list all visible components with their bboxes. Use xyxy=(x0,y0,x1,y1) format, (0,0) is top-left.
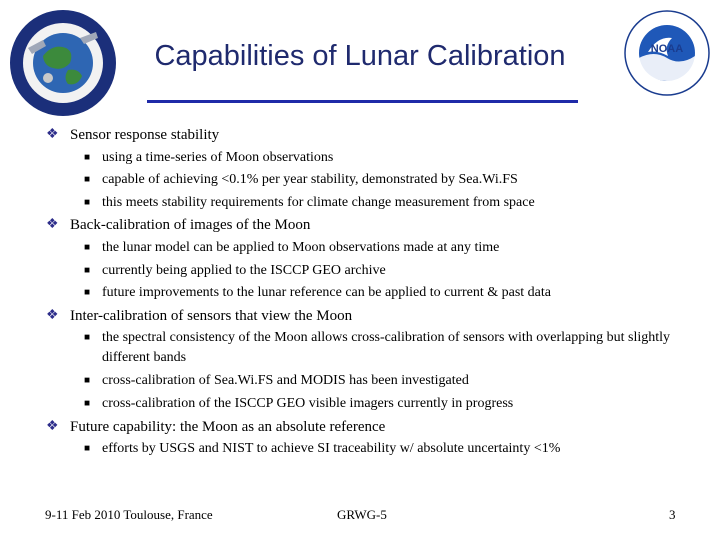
bullet-list xyxy=(46,124,706,461)
sub-bullet-text: cross-calibration of the ISCCP GEO visible imagers currently in progress xyxy=(102,395,514,411)
footer-meeting: GRWG-5 xyxy=(337,507,387,522)
sub-bullet-item xyxy=(46,370,706,393)
noaa-text: NOAA xyxy=(650,43,684,55)
diamond-bullet-icon: ❖ xyxy=(46,307,59,323)
sub-bullet-item xyxy=(46,438,706,461)
square-bullet-icon: ■ xyxy=(84,241,91,253)
square-bullet-icon: ■ xyxy=(84,196,91,208)
sub-bullet-text: cross-calibration of Sea.Wi.FS and MODIS has been investigated xyxy=(102,373,469,389)
bullet-text: Inter-calibration of sensors that view the Moon xyxy=(70,307,353,324)
square-bullet-icon: ■ xyxy=(84,287,91,299)
sub-bullet-text: the lunar model can be applied to Moon observations made at any time xyxy=(102,239,500,255)
square-bullet-icon: ■ xyxy=(84,375,91,387)
square-bullet-icon: ■ xyxy=(84,151,91,163)
square-bullet-icon: ■ xyxy=(84,264,91,276)
square-bullet-icon: ■ xyxy=(84,332,91,344)
bullet-item xyxy=(46,305,706,328)
sub-bullet-text: using a time-series of Moon observations xyxy=(102,149,334,165)
diamond-bullet-icon: ❖ xyxy=(46,418,59,434)
bullet-item xyxy=(46,124,706,147)
page-number: 3 xyxy=(669,507,676,522)
sub-bullet-text: currently being applied to the ISCCP GEO archive xyxy=(102,262,386,278)
gsics-logo xyxy=(8,8,118,118)
sub-bullet-text: future improvements to the lunar reference can be applied to current & past data xyxy=(102,285,551,301)
bullet-item xyxy=(46,416,706,439)
diamond-bullet-icon: ❖ xyxy=(46,127,59,142)
square-bullet-icon: ■ xyxy=(84,397,91,409)
sub-bullet-item xyxy=(46,393,706,416)
footer-date-location: 9-11 Feb 2010 Toulouse, France xyxy=(45,507,213,522)
title-underline xyxy=(147,100,578,103)
sub-bullet-item xyxy=(46,282,706,305)
sub-bullet-item xyxy=(46,147,706,170)
sub-bullet-text: this meets stability requirements for climate change measurement from space xyxy=(102,194,535,210)
sub-bullet-item xyxy=(46,192,706,215)
sub-bullet-item xyxy=(46,237,706,260)
square-bullet-icon: ■ xyxy=(84,174,91,186)
square-bullet-icon: ■ xyxy=(84,443,91,455)
bullet-text: Future capability: the Moon as an absolute reference xyxy=(70,418,386,435)
sub-bullet-item xyxy=(46,260,706,283)
bullet-text: Sensor response stability xyxy=(70,127,220,143)
sub-bullet-item xyxy=(46,327,706,370)
diamond-bullet-icon: ❖ xyxy=(46,217,59,233)
sub-bullet-item xyxy=(46,169,706,192)
noaa-logo xyxy=(624,10,710,96)
slide-title: Capabilities of Lunar Calibration xyxy=(154,40,566,72)
bullet-text: Back-calibration of images of the Moon xyxy=(70,217,311,234)
sub-bullet-text: efforts by USGS and NIST to achieve SI traceability w/ absolute uncertainty <1% xyxy=(102,441,561,457)
sub-bullet-text: capable of achieving <0.1% per year stability, demonstrated by Sea.Wi.FS xyxy=(102,172,518,188)
sub-bullet-text: the spectral consistency of the Moon allows cross-calibration of sensors with overlapping but slightly different bands xyxy=(102,330,671,366)
bullet-item xyxy=(46,214,706,237)
